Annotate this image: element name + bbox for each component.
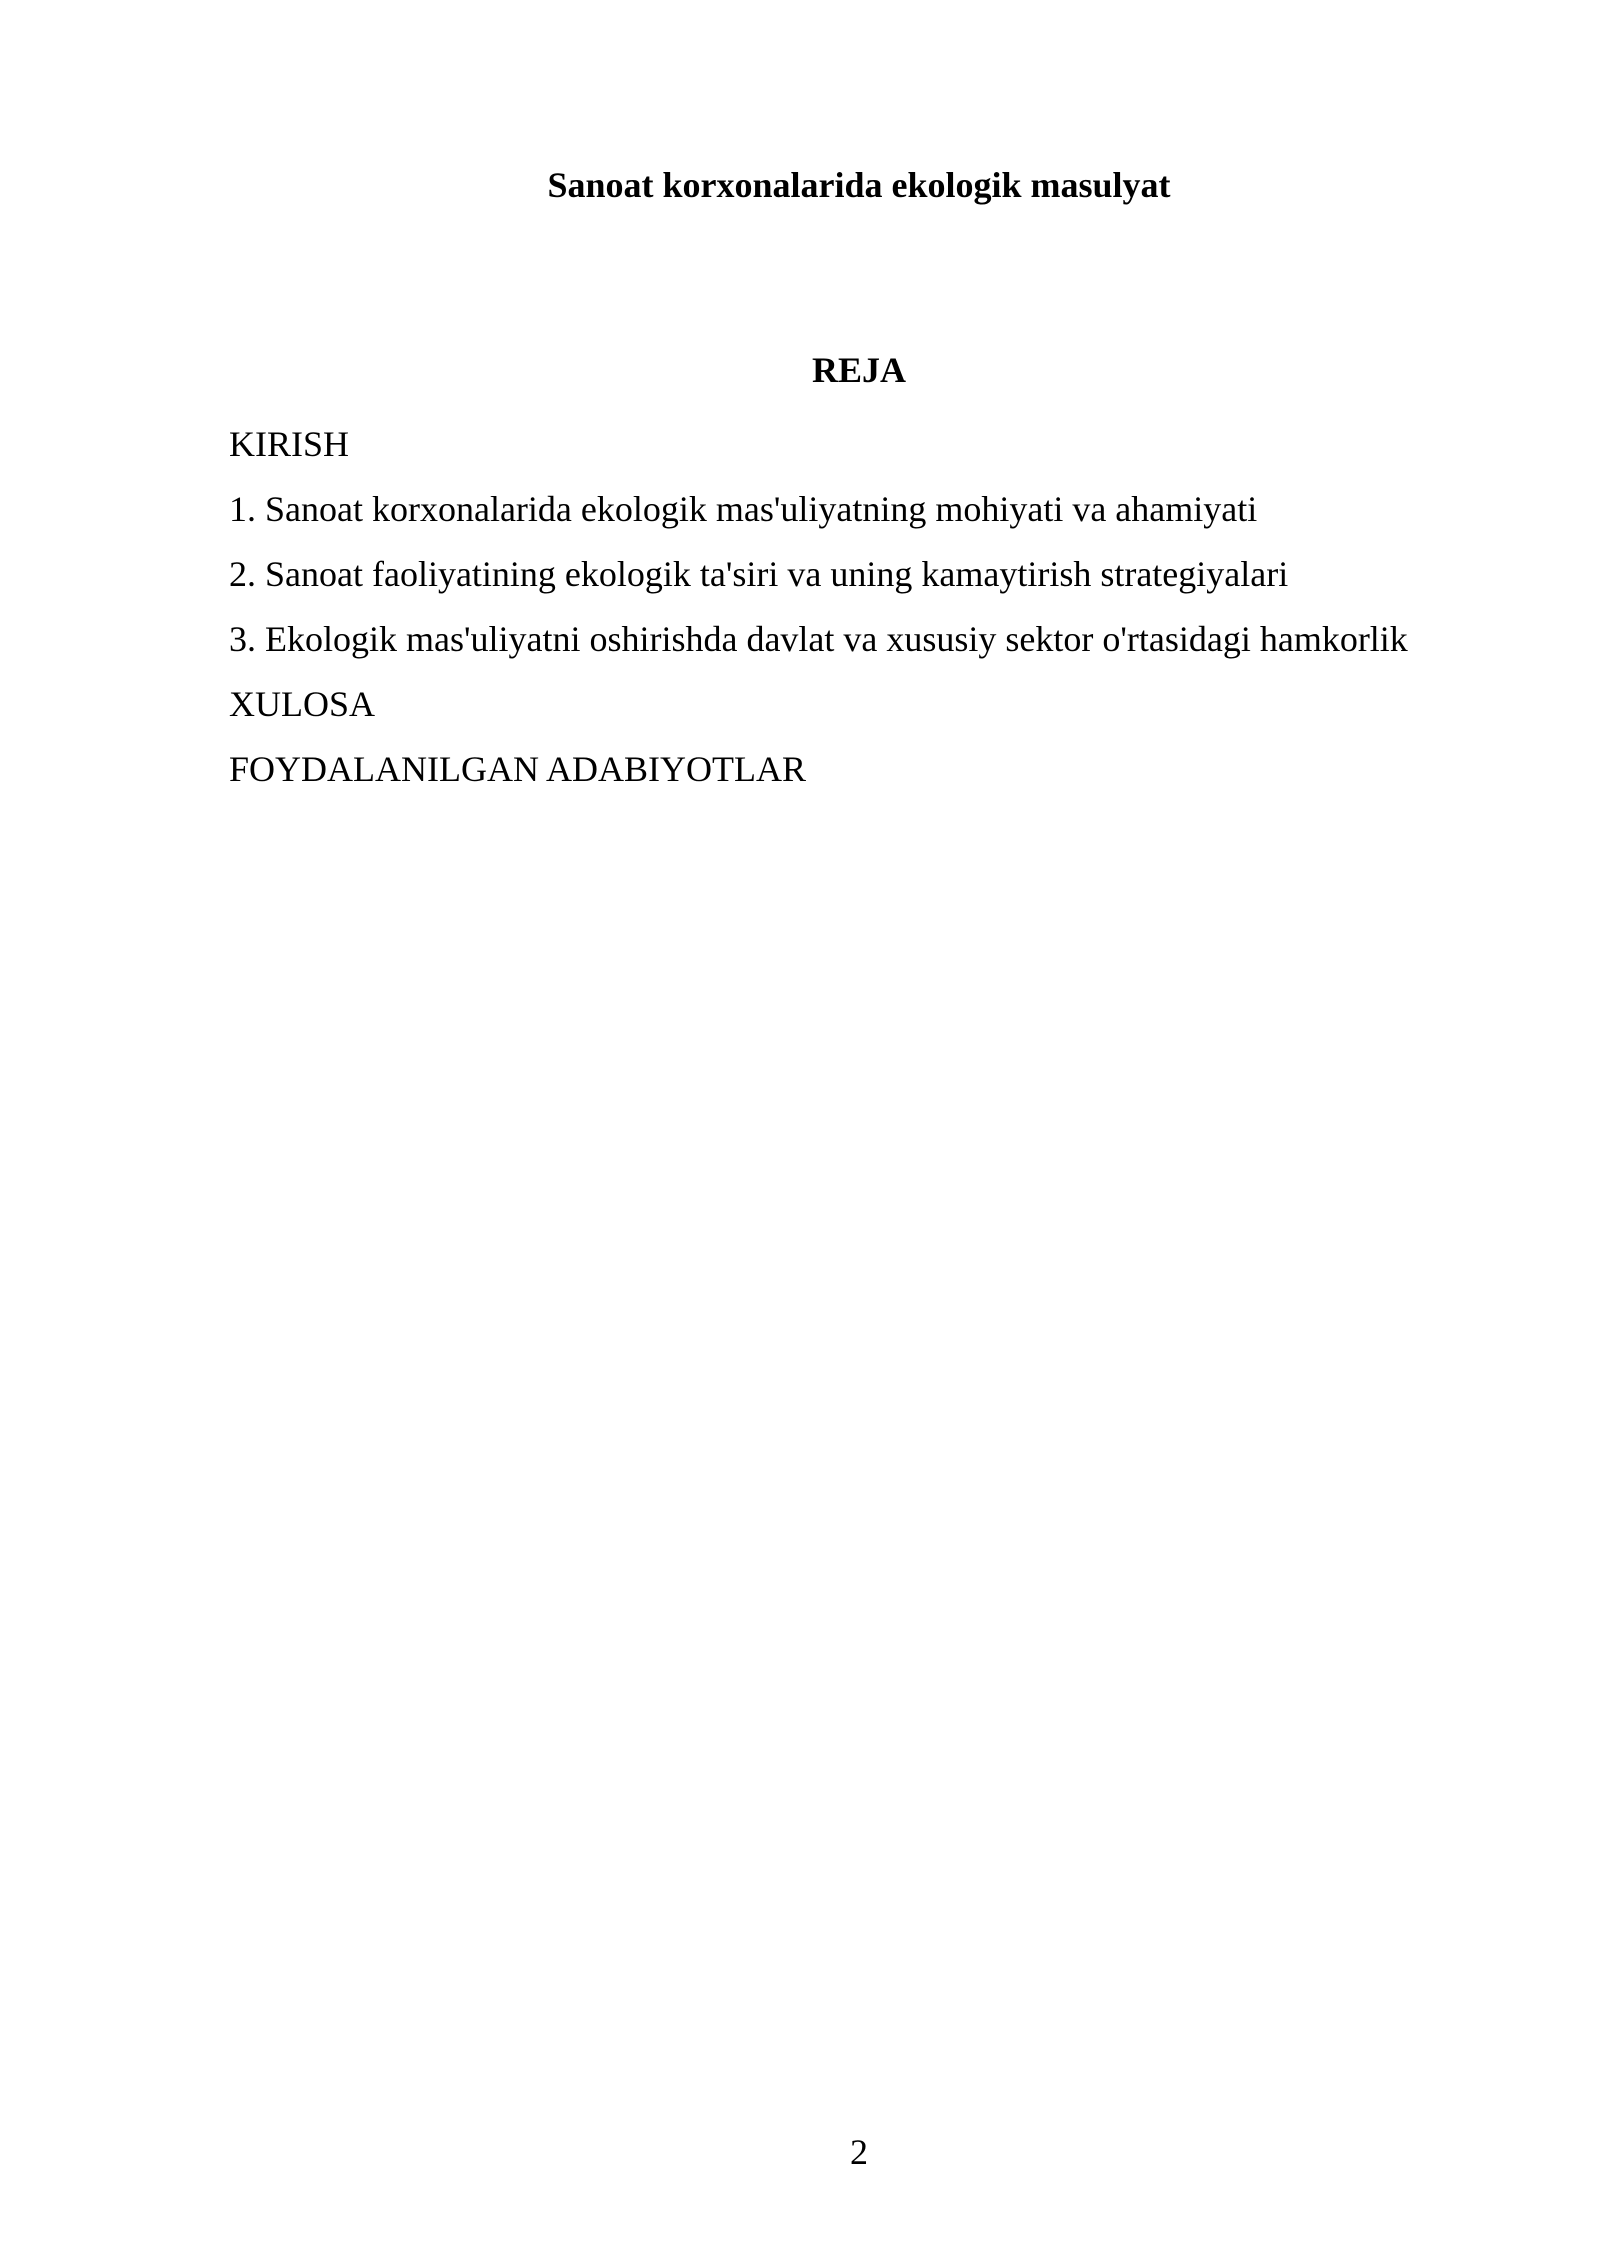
plan-item-references: FOYDALANILGAN ADABIYOTLAR: [229, 749, 806, 789]
plan-item-conclusion: XULOSA: [229, 684, 376, 724]
plan-item-3: 3. Ekologik mas'uliyatni oshirishda davlat va xususiy sektor o'rtasidagi hamkorlik: [229, 619, 1408, 659]
page-number: 2: [850, 2132, 868, 2172]
plan-item-introduction: KIRISH: [229, 424, 350, 464]
plan-list: [229, 421, 1408, 811]
plan-item-1: 1. Sanoat korxonalarida ekologik mas'uliyatning mohiyati va ahamiyati: [229, 489, 1258, 529]
plan-heading: REJA: [811, 350, 906, 390]
document-title: Sanoat korxonalarida ekologik masulyat: [547, 165, 1171, 205]
plan-item-2: 2. Sanoat faoliyatining ekologik ta'siri va uning kamaytirish strategiyalari: [229, 554, 1289, 594]
